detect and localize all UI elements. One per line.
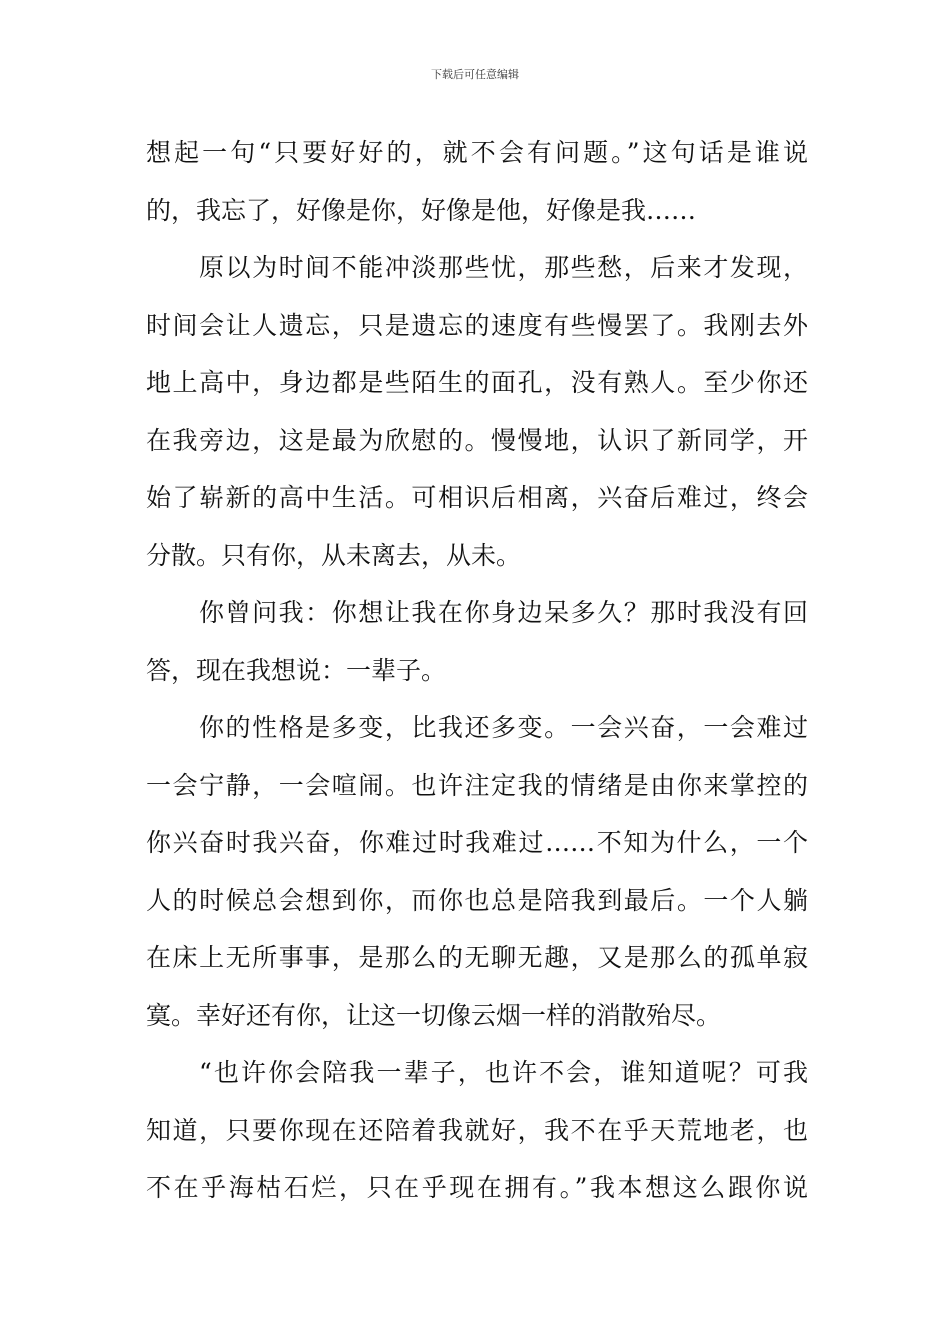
text-line: 始了崭新的高中生活。可相识后相离，兴奋后难过，终会 bbox=[146, 483, 808, 512]
text-line: 在床上无所事事，是那么的无聊无趣，又是那么的孤单寂 bbox=[146, 943, 808, 972]
text-line: 人的时候总会想到你，而你也总是陪我到最后。一个人躺 bbox=[146, 885, 808, 915]
text-line: 时间会让人遗忘，只是遗忘的速度有些慢罢了。我刚去外 bbox=[146, 310, 808, 340]
text-line: 你的性格是多变，比我还多变。一会兴奋，一会难过 bbox=[199, 713, 808, 742]
page-header: 下载后可任意编辑 bbox=[431, 68, 519, 81]
text-line: 不在乎海枯石烂，只在乎现在拥有。”我本想这么跟你说 bbox=[146, 1173, 808, 1202]
text-line: 寞。幸好还有你，让这一切像云烟一样的消散殆尽。 bbox=[146, 1000, 722, 1030]
text-line: 想起一句“只要好好的，就不会有问题。”这句话是谁说 bbox=[146, 138, 808, 167]
text-line: 一会宁静，一会喧闹。也许注定我的情绪是由你来掌控的 bbox=[146, 770, 808, 800]
text-line: 地上高中，身边都是些陌生的面孔，没有熟人。至少你还 bbox=[146, 368, 808, 397]
body-text bbox=[146, 124, 808, 1217]
text-line: 你曾问我：你想让我在你身边呆多久？那时我没有回 bbox=[199, 598, 808, 627]
text-line: 答，现在我想说：一辈子。 bbox=[146, 655, 447, 685]
text-line: 的，我忘了，好像是你，好像是他，好像是我…… bbox=[146, 195, 697, 225]
text-line: 分散。只有你，从未离去，从未。 bbox=[146, 540, 522, 570]
text-line: “也许你会陪我一辈子，也许不会，谁知道呢？可我 bbox=[199, 1058, 808, 1087]
text-line: 你兴奋时我兴奋，你难过时我难过……不知为什么，一个 bbox=[146, 828, 808, 857]
text-line: 在我旁边，这是最为欣慰的。慢慢地，认识了新同学，开 bbox=[146, 425, 808, 455]
text-line: 知道，只要你现在还陪着我就好，我不在乎天荒地老，也 bbox=[146, 1115, 808, 1145]
text-line: 原以为时间不能冲淡那些忧，那些愁，后来才发现， bbox=[199, 253, 808, 282]
